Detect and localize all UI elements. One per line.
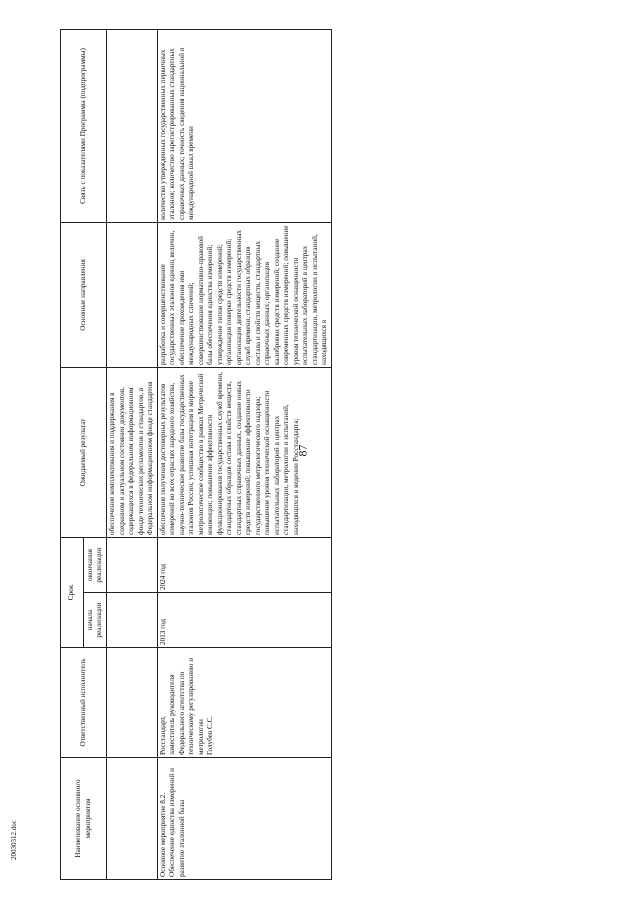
cell-start-year: 2013 год	[157, 593, 331, 648]
header-link: Связь с показателями Программы (подпрограммы)	[61, 29, 107, 222]
cell-empty	[107, 593, 158, 648]
header-end: окончания реализации	[84, 537, 107, 592]
cell-empty	[107, 537, 158, 592]
cell-result-continuation: обеспечение комплектования и поддержания в сохранном и актуальном состоянии документов, содержащихся в федеральном информационном фонде технических регламентов и стандартов, в Федеральном информационном фонде стандартов	[107, 367, 158, 537]
cell-directions: разработка и совершенствование государственных эталонов единиц величин, обеспечение прохождения ими международных сличений; совершенствование нормативно-правовой базы обеспечения единства измерений; утверждение типов средств измерений; организация поверки средств измерений; организация деятельности государственных служб времени, стандартных образцов состава и свойств веществ, стандартных справочных данных; организация калибровки средств измерений; создание современных средств измерений; повышение уровня технической оснащенности испытательных лабораторий в центрах стандартизации, метрологии и испытаний, находящихся в	[157, 222, 331, 367]
document-code: 20030312.doc	[10, 820, 18, 860]
header-responsible: Ответственный исполнитель	[61, 648, 107, 758]
header-name: Наименование основного мероприятия	[61, 758, 107, 880]
cell-activity-name: Основное мероприятие 8.2. Обеспечение единства измерений и развитие эталонной базы	[157, 758, 331, 880]
header-result: Ожидаемый результат	[61, 367, 107, 537]
cell-responsible: Росстандарт, заместитель руководителя Федерального агентства по техническому регулированию и метрологии Голубев С.С.	[157, 648, 331, 758]
cell-indicators: количество утвержденных государственных первичных эталонов; количество зарегистрированных стандартных справочных данных; точность сведения национальной и международной шкал времени	[157, 29, 331, 222]
cell-empty	[107, 29, 158, 222]
header-directions: Основные направления	[61, 222, 107, 367]
cell-result: обеспечение получения достоверных результатов измерений во всех отраслях народного хозяйства, научно-техническое развитие базы государственных эталонов России; успешная интеграция в мировое метрологическое сообщество в рамках Метрической конвенции; повышение эффективности функционирования государственных служб времени, стандартных образцов состава и свойств веществ, стандартных справочных данных, создание новых средств измерений; повышение эффективности государственного метрологического надзора; повышение уровня технической оснащенности испытательных лабораторий в центрах стандартизации, метрологии и испытаний, находящихся в ведении Росстандарта;	[157, 367, 331, 537]
cell-end-year: 2024 год	[157, 537, 331, 592]
page-number: 87	[295, 444, 310, 457]
cell-empty	[107, 222, 158, 367]
table-row-continuation	[107, 29, 158, 879]
table-row	[157, 29, 331, 879]
program-activities-table	[60, 29, 332, 880]
header-period: Срок	[61, 537, 84, 647]
table-header-row	[61, 29, 84, 879]
rotated-table-wrapper	[60, 30, 345, 880]
cell-empty	[107, 758, 158, 880]
cell-empty	[107, 648, 158, 758]
header-start: начала реализации	[84, 593, 107, 648]
